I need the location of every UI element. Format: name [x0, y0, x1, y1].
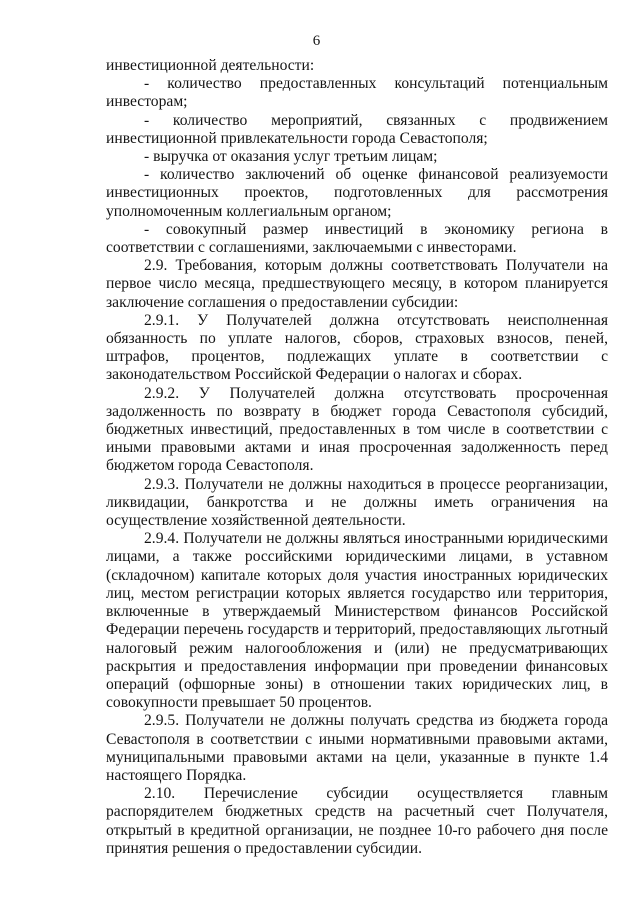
clause-2-9-1: 2.9.1. У Получателей должна отсутствовать неисполненная обязанность по уплате налогов, сборов, страховых взносов, пеней, штрафов, процентов, подлежащих уплате в соответствии с законодательством Российской Федерации о налогах и сборах.: [106, 311, 608, 384]
page-number: 6: [312, 33, 321, 49]
list-item: - совокупный размер инвестиций в экономику региона в соответствии с соглашениями, заключаемыми с инвесторами.: [106, 220, 608, 257]
clause-2-9-5: 2.9.5. Получатели не должны получать средства из бюджета города Севастополя в соответствии с иными нормативными правовыми актами, муниципальными правовыми актами на цели, указанные в пункте 1.4 настоящего Порядка.: [106, 712, 608, 784]
paragraph: инвестиционной деятельности:: [106, 57, 315, 74]
list-item: - количество мероприятий, связанных с продвижением инвестиционной привлекательности города Севастополя;: [106, 111, 608, 147]
list-item: - количество предоставленных консультаций потенциальным инвесторам;: [106, 75, 608, 111]
list-item: - количество заключений об оценке финансовой реализуемости инвестиционных проектов, подготовленных для рассмотрения уполномоченным коллегиальным органом;: [106, 166, 608, 220]
clause-2-9: 2.9. Требования, которым должны соответствовать Получатели на первое число месяца, предшествующего месяцу, в котором планируется заключение соглашения о предоставлении субсидии:: [106, 257, 608, 311]
document-body: [106, 57, 608, 858]
clause-2-9-2: 2.9.2. У Получателей должна отсутствовать просроченная задолженность по возврату в бюджет города Севастополя субсидий, бюджетных инвестиций, предоставленных в том числе в соответствии с иными правовыми актами и иная просроченная задолженность перед бюджетом города Севастополя.: [106, 384, 608, 475]
clause-2-9-3: 2.9.3. Получатели не должны находиться в процессе реорганизации, ликвидации, банкротства и не должны иметь ограничения на осуществление хозяйственной деятельности.: [106, 475, 608, 530]
clause-2-10: 2.10. Перечисление субсидии осуществляется главным распорядителем бюджетных средств на расчетный счет Получателя, открытый в кредитной организации, не позднее 10-го рабочего дня после принятия решения о предоставлении субсидии.: [106, 785, 608, 857]
list-item: - выручка от оказания услуг третьим лицам;: [144, 148, 438, 166]
clause-2-9-4: 2.9.4. Получатели не должны являться иностранными юридическими лицами, а также российскими юридическими лицами, в уставном (складочном) капитале которых доля участия иностранных юридических лиц, местом регистрации которых является государство или территория, включенные в утверждаемый Министерством финансов Российской Федерации перечень государств и территорий, предоставляющих льготный налоговый режим налогообложения и (или) не предусматривающих раскрытия и предоставления информации при проведении финансовых операций (офшорные зоны) в отношении таких юридических лиц, в совокупности превышает 50 процентов.: [106, 530, 608, 712]
